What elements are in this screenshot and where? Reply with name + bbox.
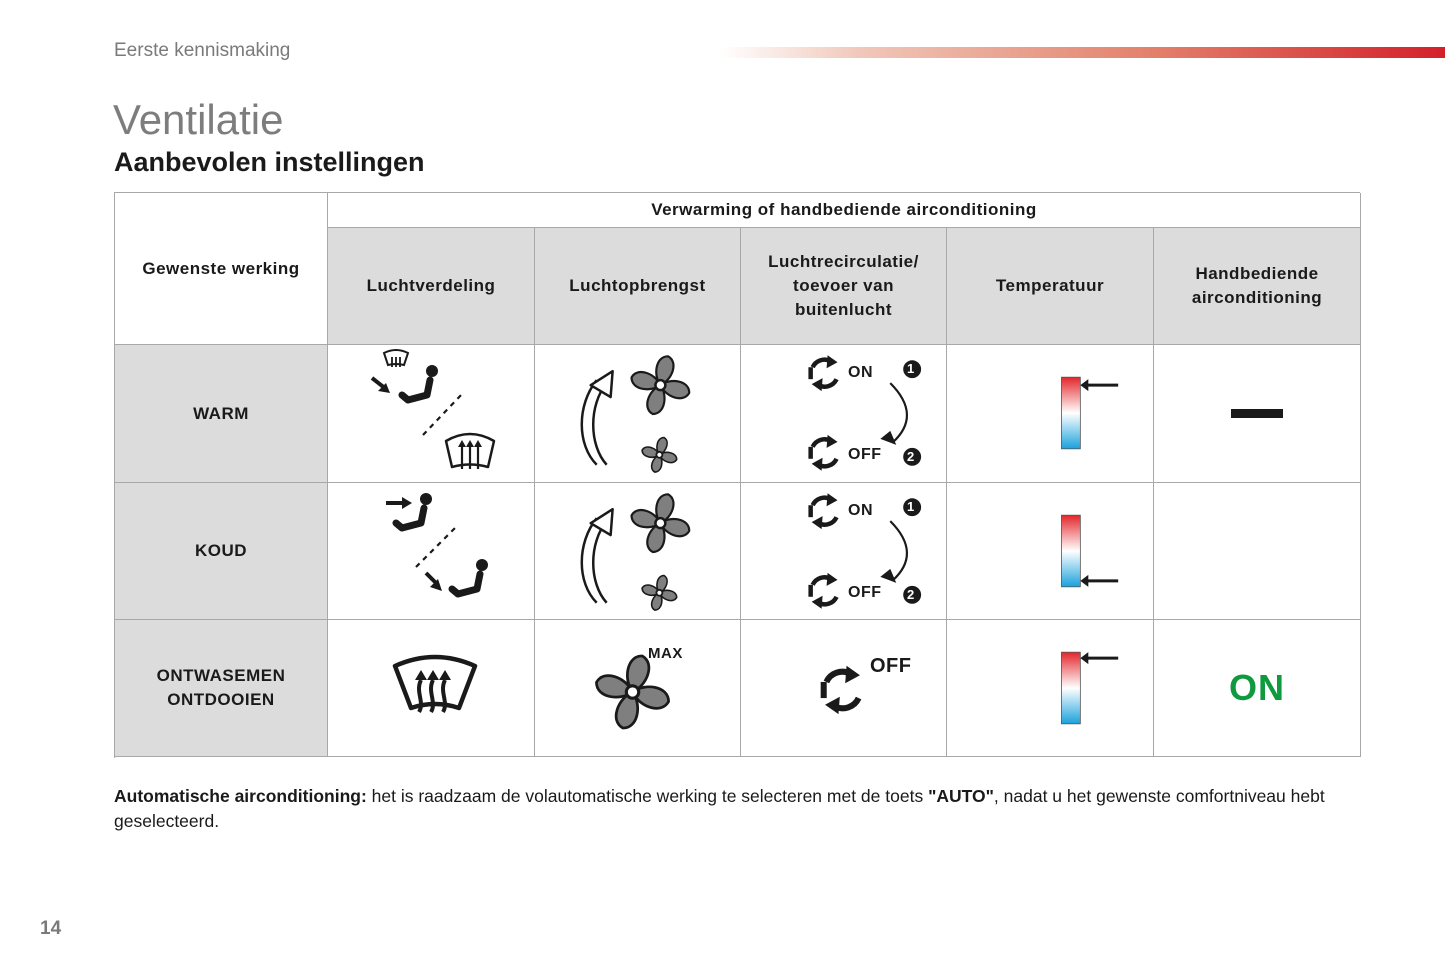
fan-max-icon (535, 620, 740, 757)
ac-on-label: ON (1229, 667, 1285, 708)
air-distribution-cold-icon (328, 483, 534, 620)
note-key: "AUTO" (928, 786, 994, 806)
column-header-airconditioning: Handbediende airconditioning (1154, 228, 1361, 345)
koud-temperature (947, 483, 1154, 620)
warm-recirculation (741, 345, 947, 483)
defrost-airconditioning (1154, 620, 1361, 757)
recirc-second-label: OFF (848, 584, 882, 601)
warm-air-flow (535, 345, 741, 483)
temperature-low-icon (947, 483, 1153, 620)
recirc-first-label: ON (848, 364, 873, 381)
warm-airconditioning (1154, 345, 1361, 483)
recirculation-off-icon (741, 620, 946, 757)
step-2-badge: 2 (907, 587, 915, 602)
note-text-1: het is raadzaam de volautomatische werking te selecteren met de toets (366, 786, 929, 806)
column-header-luchtverdeling: Luchtverdeling (328, 228, 535, 345)
fan-max-label: MAX (648, 645, 683, 662)
row-label-ontwasemen: ONTWASEMEN ONTDOOIEN (115, 620, 328, 757)
air-flow-cold-icon (535, 483, 740, 620)
ac-off-dash-icon (1231, 409, 1283, 418)
defrost-air-flow (535, 620, 741, 757)
windscreen-defrost-icon (328, 620, 534, 757)
koud-airconditioning (1154, 483, 1361, 620)
recirc-second-label: OFF (848, 446, 882, 463)
settings-table (114, 192, 1360, 758)
step-1-badge: 1 (907, 361, 915, 376)
temperature-high-icon (947, 620, 1153, 757)
step-2-badge: 2 (907, 449, 915, 464)
defrost-temperature (947, 620, 1154, 757)
warm-temperature (947, 345, 1154, 483)
note-bold: Automatische airconditioning: (114, 786, 367, 806)
temperature-high-icon (947, 345, 1153, 482)
air-flow-warm-icon (535, 345, 740, 482)
column-header-luchtrecirculatie: Luchtrecirculatie/ toevoer van buitenlucht (741, 228, 947, 345)
warm-air-distribution (328, 345, 535, 483)
defrost-small-icon (384, 350, 408, 367)
page-number: 14 (40, 918, 62, 939)
header-accent-bar (720, 47, 1445, 58)
recirculation-cold-icon (741, 483, 946, 620)
recirc-first-label: ON (848, 502, 873, 519)
koud-air-distribution (328, 483, 535, 620)
page-title: Ventilatie (113, 96, 284, 143)
defrost-air-distribution (328, 620, 535, 757)
column-header-temperatuur: Temperatuur (947, 228, 1154, 345)
air-distribution-warm-icon (328, 345, 534, 482)
corner-header: Gewenste werking (115, 193, 328, 345)
koud-air-flow (535, 483, 741, 620)
group-header: Verwarming of handbediende airconditioning (328, 193, 1361, 228)
row-label-warm: WARM (115, 345, 328, 483)
recirculation-warm-icon (741, 345, 946, 482)
auto-ac-note (114, 784, 1364, 833)
koud-recirculation (741, 483, 947, 620)
note-text-2: , nadat u het gewenste comfortniveau hebt geselecteerd. (114, 786, 1325, 831)
defrost-recirculation (741, 620, 947, 757)
section-label: Eerste kennismaking (114, 40, 291, 61)
rear-defrost-icon (446, 434, 494, 469)
row-label-koud: KOUD (115, 483, 328, 620)
page-subtitle: Aanbevolen instellingen (114, 147, 425, 177)
column-header-luchtopbrengst: Luchtopbrengst (535, 228, 741, 345)
recirc-single-label: OFF (870, 655, 912, 677)
step-1-badge: 1 (907, 499, 915, 514)
